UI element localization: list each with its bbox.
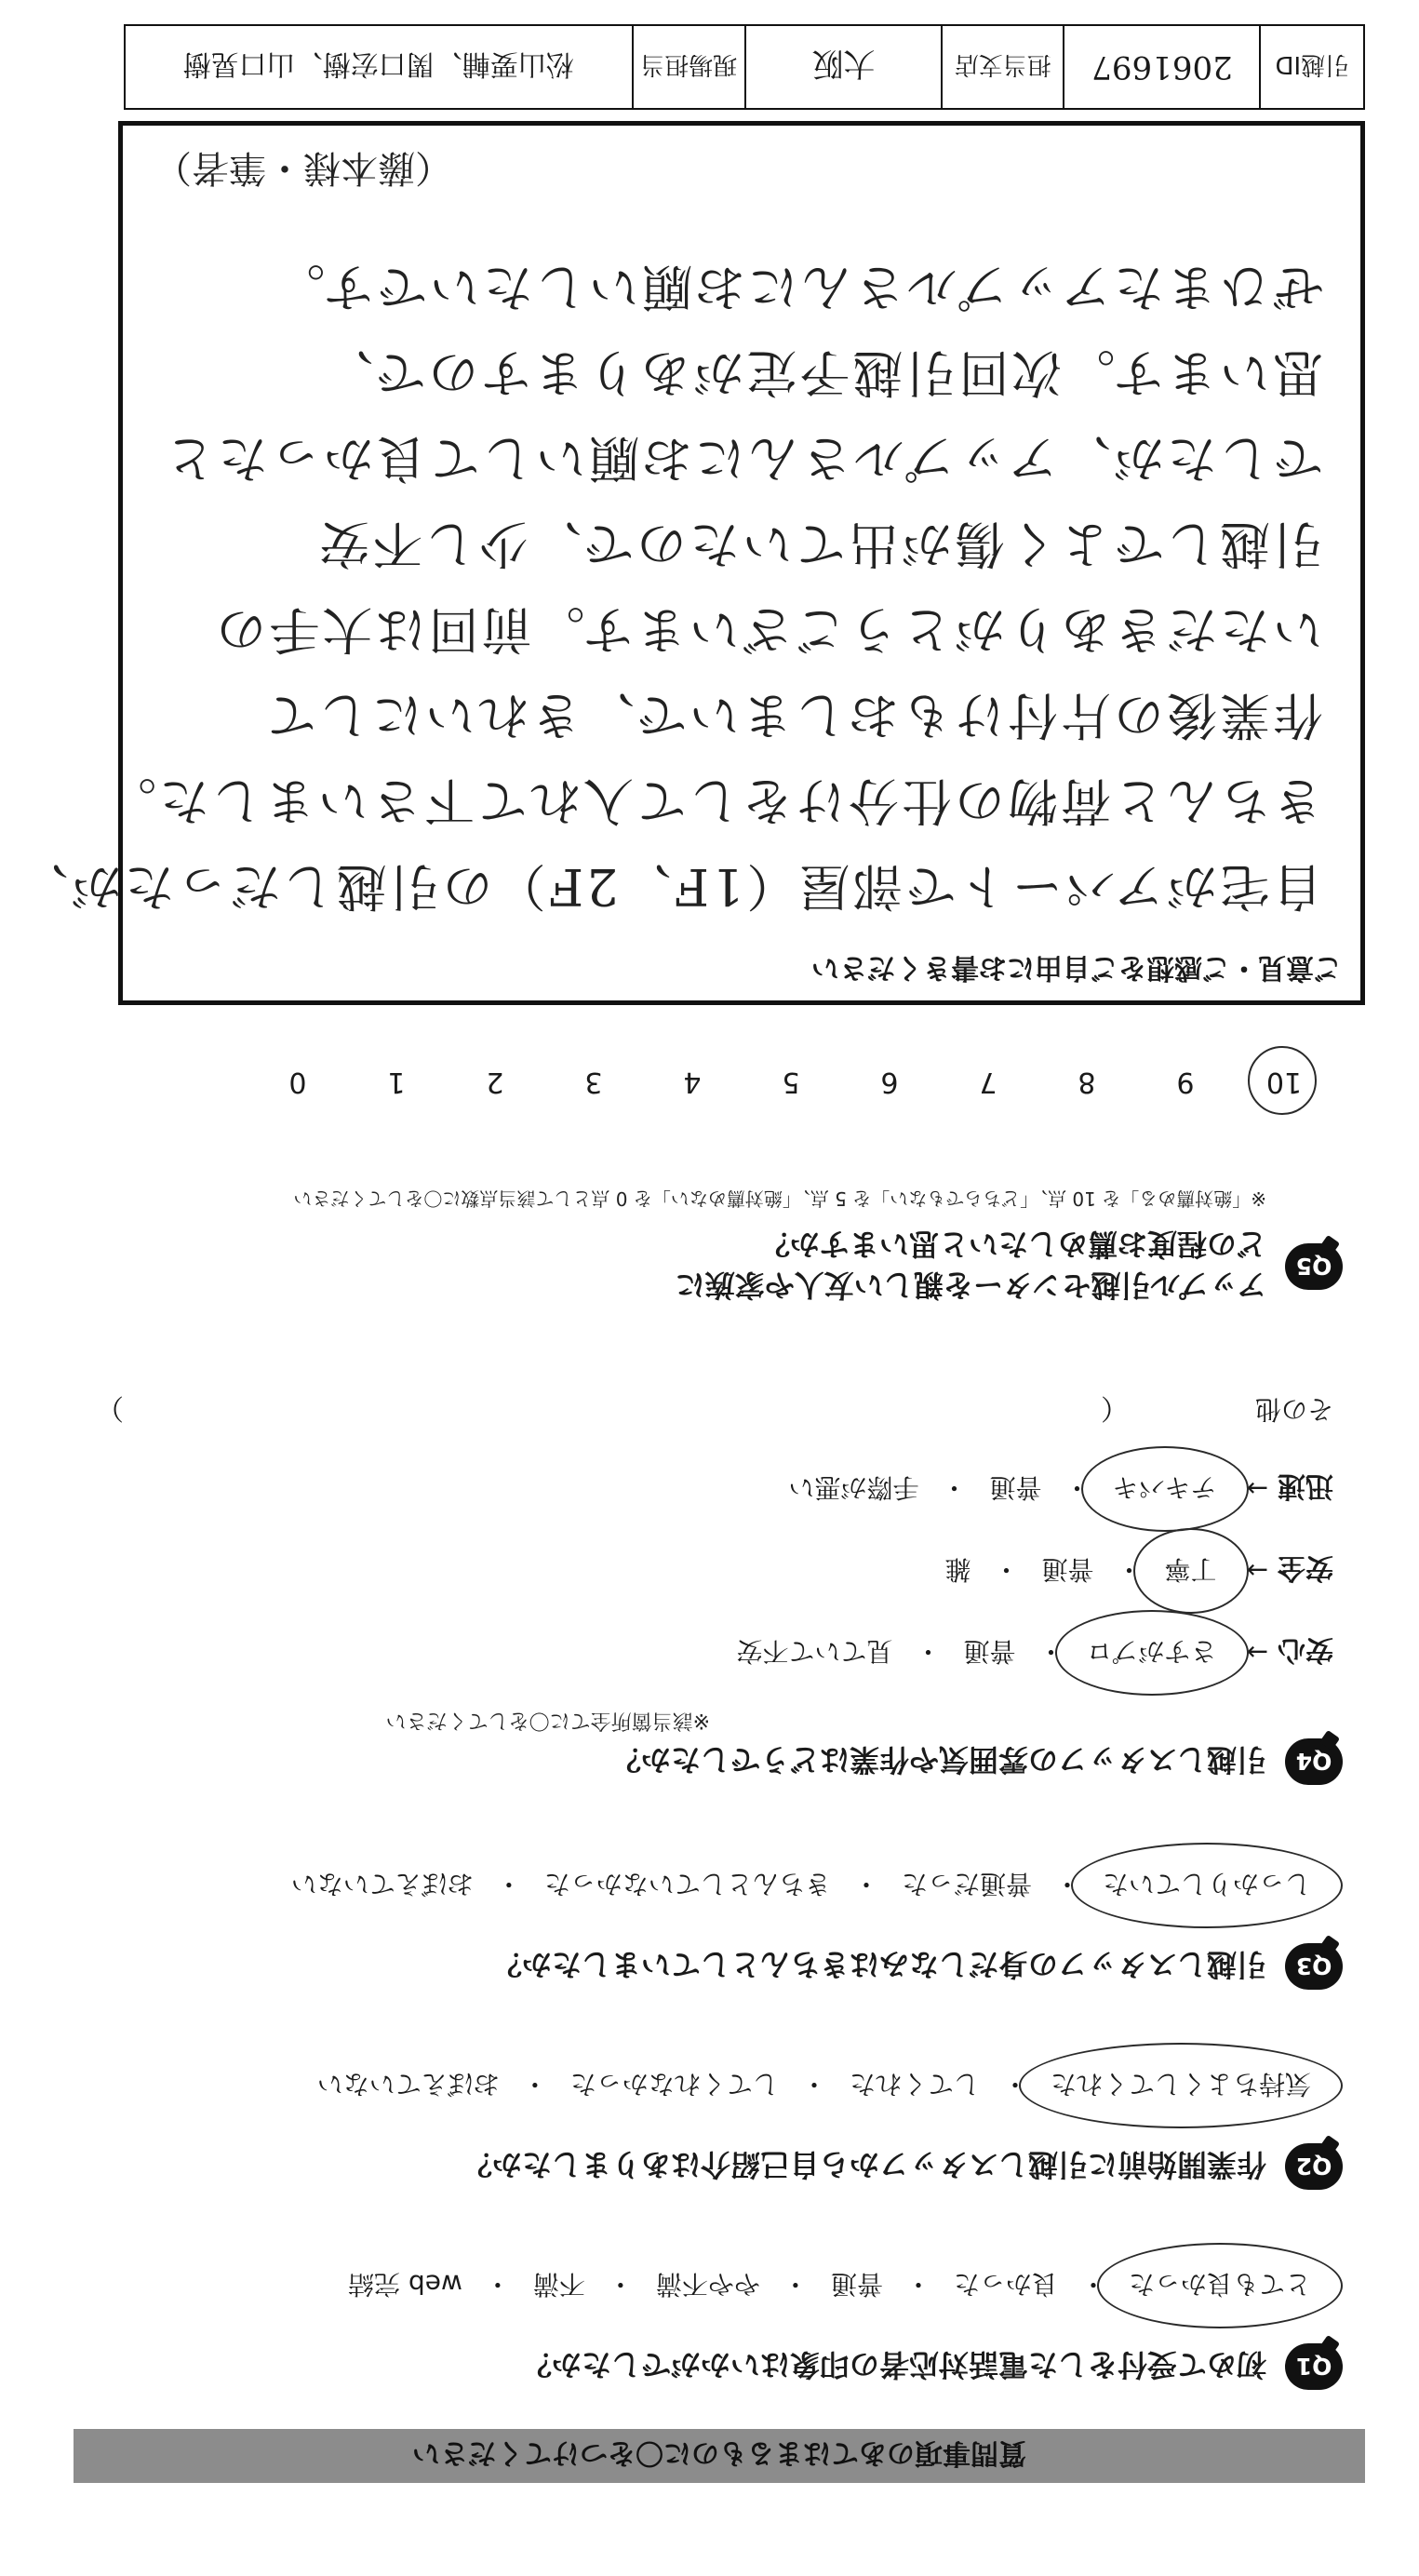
q3-title: 引越しスタッフの身だしなみはきちんとしていましたか？: [491, 1947, 1266, 1982]
q1-options: とても良かった ・ 良かった ・ 普通 ・ やや不満 ・ 不満 ・ web 完結: [335, 2267, 1324, 2304]
q4-option[interactable]: 普通: [963, 1636, 1016, 1667]
q5-score[interactable]: 3: [584, 1066, 603, 1098]
q3-option[interactable]: 普通だった: [901, 1869, 1032, 1899]
q4-row-label: 安心: [1278, 1633, 1333, 1666]
q2-option[interactable]: してくれた: [849, 2069, 980, 2100]
comment-line: いただきありがとうございます。前回は大手の: [213, 600, 1323, 659]
arrow-right-icon: →: [1246, 1637, 1268, 1669]
q4-title: 引越しスタッフの雰囲気や作業はどうでしたか？: [610, 1742, 1266, 1778]
arrow-right-icon: →: [1246, 1473, 1268, 1505]
q5-title-line1: アップル引越センターを親しい友人や家族に: [675, 1268, 1266, 1303]
q5-score[interactable]: 6: [880, 1066, 899, 1098]
comment-line: ぜひまたアップルさんにお願いしたいです。: [272, 258, 1323, 316]
footer-branch-label: 担当支店: [941, 26, 1063, 108]
q1-option[interactable]: 良かった: [953, 2269, 1058, 2300]
q5-score[interactable]: 7: [979, 1066, 997, 1098]
question-1: [77, 2241, 1343, 2390]
comment-line: きちんと荷物の仕分けをして入れて下さいました。: [103, 771, 1323, 830]
q4-other-row: [1255, 1392, 1333, 1429]
q1-option[interactable]: 普通: [830, 2269, 883, 2300]
q5-score[interactable]: 10: [1235, 1066, 1333, 1098]
q4-option[interactable]: テキパキ: [1100, 1470, 1230, 1508]
question-3: [77, 1841, 1343, 1990]
footer-manager-value: 松山要輔、関口宏樹、山口晃樹: [182, 47, 574, 80]
instruction-banner: [74, 2429, 1365, 2483]
footer-table: [124, 24, 1365, 110]
q4-option[interactable]: 普通: [989, 1472, 1042, 1503]
question-2: [77, 2041, 1343, 2190]
q4-option[interactable]: 手際が悪い: [788, 1472, 919, 1503]
q5-score[interactable]: 1: [387, 1066, 406, 1098]
q2-options: 気持ちよくしてくれた ・ してくれた ・ してくれなかった ・ おぼえていない: [304, 2067, 1324, 2104]
q1-option[interactable]: web 完結: [348, 2269, 462, 2300]
q3-badge: Q3: [1285, 1943, 1343, 1990]
q4-other-label: その他: [1254, 1394, 1333, 1425]
q5-score[interactable]: 5: [782, 1066, 800, 1098]
q5-note: ※「絶対薦める」を 10 点、「どちらでもない」を 5 点、「絶対薦めない」を 0 点として該当点数に〇をしてください: [293, 1187, 1266, 1210]
q3-option[interactable]: きちんとしていなかった: [543, 1869, 831, 1899]
q5-badge: Q5: [1285, 1243, 1343, 1290]
q2-title: 作業開始前に引越しスタッフから自己紹介はありましたか？: [462, 2147, 1266, 2182]
q3-options: しっかりしていた ・ 普通だった ・ きちんとしていなかった ・ おぼえていない: [278, 1867, 1324, 1904]
q4-note: ※該当箇所全てに〇をしてください: [385, 1709, 710, 1732]
q5-score[interactable]: 4: [683, 1066, 702, 1098]
comment-line: でしたが、アップルさんにお願いして良かったと: [161, 429, 1323, 488]
comments-title: ご意見・ご感想をご自由にお書きください: [811, 951, 1342, 984]
comments-box[interactable]: [15, 121, 1365, 1005]
comment-line: 引越しでよく傷が出ていたので、少し不安: [316, 515, 1323, 573]
q4-row-jinsoku: 迅速 → テキパキ ・ 普通 ・ 手際が悪い: [775, 1469, 1333, 1509]
q4-row-label: 安全: [1278, 1551, 1333, 1584]
q4-row-anshin: 安心 → さすがプロ ・ 普通 ・ 見ていて不安: [723, 1632, 1333, 1673]
comment-line: 作業後の片付けもおしまいで、きれいにして: [263, 686, 1323, 745]
q2-option[interactable]: 気持ちよくしてくれた: [1037, 2067, 1324, 2104]
q4-option[interactable]: 見ていて不安: [736, 1636, 893, 1667]
q4-option[interactable]: 普通: [1041, 1554, 1094, 1585]
q4-row-anzen: 安全 → 丁寧 ・ 普通 ・ 雑: [931, 1550, 1333, 1591]
comment-line: 自宅がアパートで部屋（1F、2F）の引越しだったが、: [15, 857, 1323, 916]
q5-score[interactable]: 0: [288, 1066, 307, 1098]
footer-id-label: 引越ID: [1260, 26, 1364, 108]
q1-badge: Q1: [1285, 2343, 1343, 2390]
comment-signature: （藤本様・筆者）: [154, 146, 452, 189]
q1-title: 初めて受付をした電話対応者の印象はいかがでしたか？: [521, 2347, 1266, 2382]
q1-option[interactable]: とても良かった: [1116, 2267, 1324, 2304]
q5-score[interactable]: 2: [486, 1066, 504, 1098]
q4-other-paren-close: ）: [96, 1391, 124, 1424]
question-4: [77, 1375, 1343, 1785]
q4-row-label: 迅速: [1278, 1469, 1333, 1502]
comment-line: 思います。次回引越予定がありますので、: [320, 343, 1323, 402]
q4-option[interactable]: 雑: [944, 1554, 971, 1585]
q4-option[interactable]: さすがプロ: [1074, 1634, 1230, 1671]
q5-score[interactable]: 9: [1176, 1066, 1195, 1098]
q2-option[interactable]: してくれなかった: [569, 2069, 779, 2100]
q4-badge: Q4: [1285, 1738, 1343, 1785]
q4-option[interactable]: 丁寧: [1152, 1552, 1230, 1590]
q3-option[interactable]: しっかりしていた: [1090, 1867, 1324, 1904]
q5-scale: [248, 1066, 1333, 1098]
arrow-right-icon: →: [1246, 1555, 1268, 1587]
q4-other-paren-open: （: [1101, 1391, 1129, 1424]
footer-id-value: 2061697: [1063, 26, 1259, 108]
q5-title-line2: どの程度お薦めしたいと思いますか？: [759, 1227, 1266, 1262]
q2-option[interactable]: おぼえていない: [316, 2069, 500, 2100]
q1-option[interactable]: やや不満: [655, 2269, 760, 2300]
footer-manager-label: 現場担当: [632, 26, 744, 108]
instruction-text: 質問事項のあてはまるものに〇をつけてください: [412, 2436, 1026, 2469]
q1-option[interactable]: 不満: [532, 2269, 585, 2300]
footer-branch-value: 大阪: [744, 26, 941, 108]
q3-option[interactable]: おぼえていない: [290, 1869, 474, 1899]
q2-badge: Q2: [1285, 2143, 1343, 2190]
q5-score[interactable]: 8: [1078, 1066, 1096, 1098]
